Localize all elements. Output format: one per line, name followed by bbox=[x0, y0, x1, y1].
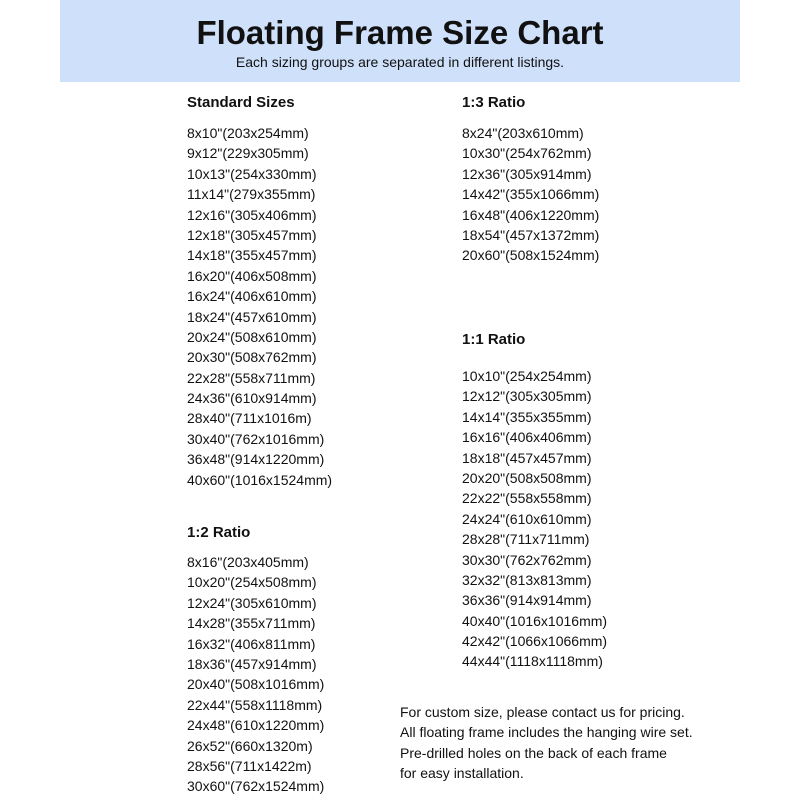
size-item: 16x48"(406x1220mm) bbox=[462, 206, 600, 223]
size-item: 16x32"(406x811mm) bbox=[187, 635, 316, 652]
size-item: 32x32"(813x813mm) bbox=[462, 571, 592, 588]
size-item: 40x40"(1016x1016mm) bbox=[462, 612, 608, 629]
note-line: for easy installation. bbox=[400, 765, 524, 782]
note-line: Pre-drilled holes on the back of each frame bbox=[400, 744, 667, 761]
size-item: 44x44"(1118x1118mm) bbox=[462, 653, 603, 670]
size-item: 36x48"(914x1220mm) bbox=[187, 451, 325, 468]
size-item: 18x18"(457x457mm) bbox=[462, 449, 592, 466]
size-item: 28x56"(711x1422m) bbox=[187, 757, 312, 774]
size-item: 40x60"(1016x1524mm) bbox=[187, 471, 333, 488]
ratio-1-1-list bbox=[462, 366, 607, 672]
header-banner bbox=[60, 0, 740, 82]
custom-size-note bbox=[400, 702, 693, 784]
size-item: 14x28"(355x711mm) bbox=[187, 615, 316, 632]
size-item: 36x36"(914x914mm) bbox=[462, 592, 592, 609]
size-item: 30x30"(762x762mm) bbox=[462, 551, 592, 568]
size-item: 8x10"(203x254mm) bbox=[187, 125, 309, 141]
size-item: 10x13"(254x330mm) bbox=[187, 165, 317, 182]
note-line: All floating frame includes the hanging wire set. bbox=[400, 724, 693, 741]
ratio-1-2-list bbox=[187, 552, 324, 797]
size-item: 10x30"(254x762mm) bbox=[462, 145, 592, 162]
size-item: 24x24"(610x610mm) bbox=[462, 510, 592, 527]
size-item: 22x44"(558x1118mm) bbox=[187, 696, 323, 713]
size-item: 20x40"(508x1016mm) bbox=[187, 676, 325, 693]
size-item: 12x16"(305x406mm) bbox=[187, 206, 317, 223]
size-item: 11x14"(279x355mm) bbox=[187, 186, 316, 203]
page-subtitle: Each sizing groups are separated in different listings. bbox=[235, 54, 565, 70]
size-item: 24x48"(610x1220mm) bbox=[187, 717, 325, 734]
size-item: 8x24"(203x610mm) bbox=[462, 125, 584, 141]
standard-sizes-heading: Standard Sizes bbox=[187, 94, 295, 111]
size-item: 28x40"(711x1016m) bbox=[187, 410, 312, 427]
size-item: 18x36"(457x914mm) bbox=[187, 655, 317, 672]
size-item: 20x20"(508x508mm) bbox=[462, 469, 592, 486]
size-item: 30x40"(762x1016mm) bbox=[187, 430, 325, 447]
size-item: 20x30"(508x762mm) bbox=[187, 349, 317, 366]
size-item: 16x16"(406x406mm) bbox=[462, 429, 592, 446]
ratio-1-1-heading: 1:1 Ratio bbox=[462, 331, 526, 348]
size-item: 14x42"(355x1066mm) bbox=[462, 186, 600, 203]
note-line: For custom size, please contact us for pricing. bbox=[400, 704, 685, 720]
size-item: 20x24"(508x610mm) bbox=[187, 328, 317, 345]
size-item: 14x14"(355x355mm) bbox=[462, 408, 592, 425]
size-item: 12x12"(305x305mm) bbox=[462, 388, 592, 405]
size-item: 12x18"(305x457mm) bbox=[187, 226, 317, 243]
size-item: 16x24"(406x610mm) bbox=[187, 288, 317, 305]
size-item: 18x24"(457x610mm) bbox=[187, 308, 317, 325]
size-item: 8x16"(203x405mm) bbox=[187, 554, 309, 570]
ratio-1-3-list bbox=[462, 123, 599, 266]
size-item: 14x18"(355x457mm) bbox=[187, 247, 317, 264]
size-item: 18x54"(457x1372mm) bbox=[462, 226, 600, 243]
size-item: 22x28"(558x711mm) bbox=[187, 369, 316, 386]
size-item: 28x28"(711x711mm) bbox=[462, 531, 590, 548]
size-item: 12x36"(305x914mm) bbox=[462, 165, 592, 182]
size-item: 10x20"(254x508mm) bbox=[187, 574, 317, 591]
size-item: 16x20"(406x508mm) bbox=[187, 267, 317, 284]
size-item: 42x42"(1066x1066mm) bbox=[462, 633, 608, 650]
standard-sizes-list bbox=[187, 123, 332, 490]
ratio-1-3-heading: 1:3 Ratio bbox=[462, 94, 526, 111]
size-item: 12x24"(305x610mm) bbox=[187, 594, 317, 611]
size-item: 20x60"(508x1524mm) bbox=[462, 247, 600, 264]
size-item: 9x12"(229x305mm) bbox=[187, 145, 309, 162]
size-item: 22x22"(558x558mm) bbox=[462, 490, 592, 507]
size-item: 30x60"(762x1524mm) bbox=[187, 778, 325, 795]
ratio-1-2-heading: 1:2 Ratio bbox=[187, 524, 251, 541]
page-title: Floating Frame Size Chart bbox=[196, 14, 604, 51]
size-item: 10x10"(254x254mm) bbox=[462, 368, 592, 384]
size-item: 24x36"(610x914mm) bbox=[187, 390, 317, 407]
size-item: 26x52"(660x1320m) bbox=[187, 737, 313, 754]
